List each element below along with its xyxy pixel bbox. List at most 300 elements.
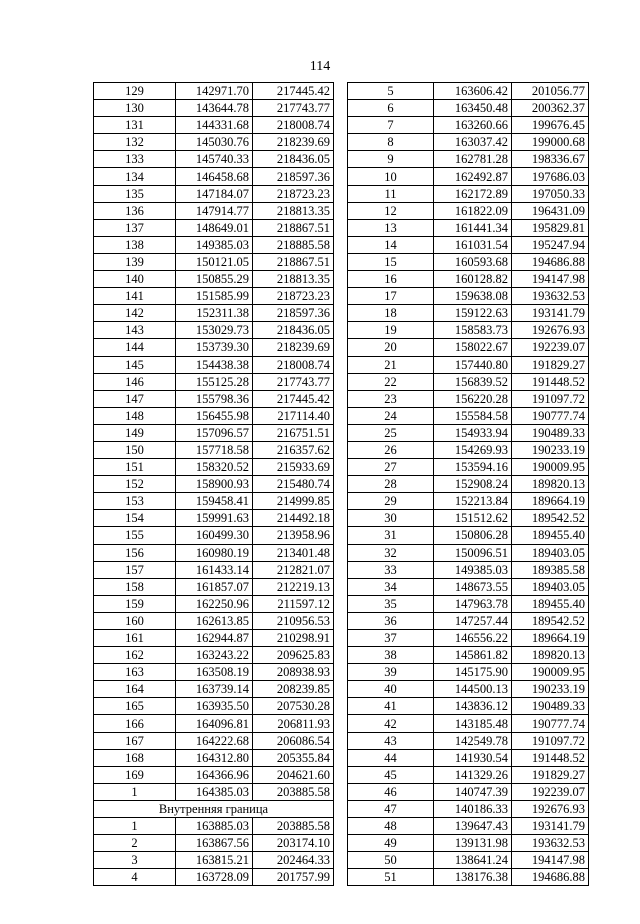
point-number: 154 — [94, 510, 176, 527]
coordinate-x: 154269.93 — [434, 441, 512, 458]
coordinate-y: 190233.19 — [512, 681, 589, 698]
coordinate-y: 192676.93 — [512, 800, 589, 817]
coordinate-row — [348, 527, 589, 544]
point-number: 160 — [94, 612, 176, 629]
coordinate-y: 189455.40 — [512, 527, 589, 544]
coordinate-row — [348, 151, 589, 168]
coordinate-row — [94, 305, 334, 322]
coordinate-y: 189542.52 — [512, 510, 589, 527]
coordinate-x: 141329.26 — [434, 766, 512, 783]
point-number: 137 — [94, 219, 176, 236]
coordinate-x: 150096.51 — [434, 544, 512, 561]
right-coordinates-table — [347, 82, 589, 886]
coordinate-row — [94, 253, 334, 270]
coordinate-y: 194686.88 — [512, 869, 589, 886]
point-number: 152 — [94, 476, 176, 493]
coordinate-x: 150121.05 — [176, 253, 253, 270]
coordinate-x: 143185.48 — [434, 715, 512, 732]
point-number: 140 — [94, 271, 176, 288]
coordinate-x: 160980.19 — [176, 544, 253, 561]
coordinate-row — [348, 715, 589, 732]
point-number: 24 — [348, 407, 434, 424]
coordinate-y: 218885.58 — [253, 236, 334, 253]
point-number: 7 — [348, 117, 434, 134]
coordinate-x: 153739.30 — [176, 339, 253, 356]
coordinate-x: 159122.63 — [434, 305, 512, 322]
point-number: 142 — [94, 305, 176, 322]
coordinate-x: 148649.01 — [176, 219, 253, 236]
coordinate-x: 148673.55 — [434, 578, 512, 595]
coordinate-row — [94, 236, 334, 253]
point-number: 133 — [94, 151, 176, 168]
coordinate-row — [94, 339, 334, 356]
coordinate-row — [348, 630, 589, 647]
point-number: 29 — [348, 493, 434, 510]
point-number: 10 — [348, 168, 434, 185]
point-number: 159 — [94, 595, 176, 612]
coordinate-x: 160593.68 — [434, 253, 512, 270]
point-number: 134 — [94, 168, 176, 185]
point-number: 11 — [348, 185, 434, 202]
coordinate-row — [94, 544, 334, 561]
point-number: 44 — [348, 749, 434, 766]
point-number: 162 — [94, 647, 176, 664]
coordinate-x: 147184.07 — [176, 185, 253, 202]
point-number: 46 — [348, 783, 434, 800]
coordinate-x: 164312.80 — [176, 749, 253, 766]
point-number: 153 — [94, 493, 176, 510]
coordinate-x: 158583.73 — [434, 322, 512, 339]
coordinate-row — [94, 288, 334, 305]
point-number: 27 — [348, 459, 434, 476]
coordinate-x: 140186.33 — [434, 800, 512, 817]
point-number: 25 — [348, 424, 434, 441]
coordinate-row — [94, 271, 334, 288]
coordinate-row — [94, 869, 334, 886]
coordinate-y: 190777.74 — [512, 407, 589, 424]
point-number: 141 — [94, 288, 176, 305]
coordinate-x: 154933.94 — [434, 424, 512, 441]
coordinate-x: 150806.28 — [434, 527, 512, 544]
point-number: 8 — [348, 134, 434, 151]
coordinate-y: 201056.77 — [512, 83, 589, 100]
coordinate-row — [348, 476, 589, 493]
coordinate-x: 146458.68 — [176, 168, 253, 185]
coordinate-row — [348, 134, 589, 151]
coordinate-x: 164096.81 — [176, 715, 253, 732]
coordinate-x: 138641.24 — [434, 852, 512, 869]
coordinate-row — [348, 219, 589, 236]
coordinate-y: 191448.52 — [512, 373, 589, 390]
coordinate-x: 163606.42 — [434, 83, 512, 100]
coordinate-y: 210298.91 — [253, 630, 334, 647]
coordinate-y: 193632.53 — [512, 288, 589, 305]
coordinate-row — [94, 818, 334, 835]
coordinate-row — [348, 783, 589, 800]
coordinate-row — [348, 647, 589, 664]
coordinate-x: 162172.89 — [434, 185, 512, 202]
coordinate-y: 191097.72 — [512, 390, 589, 407]
coordinate-y: 190233.19 — [512, 441, 589, 458]
coordinate-row — [348, 253, 589, 270]
coordinate-y: 213958.96 — [253, 527, 334, 544]
coordinate-y: 214999.85 — [253, 493, 334, 510]
point-number: 147 — [94, 390, 176, 407]
coordinate-row — [348, 818, 589, 835]
coordinate-x: 164222.68 — [176, 732, 253, 749]
point-number: 167 — [94, 732, 176, 749]
point-number: 45 — [348, 766, 434, 783]
coordinate-x: 145740.33 — [176, 151, 253, 168]
coordinate-row — [94, 373, 334, 390]
coordinate-row — [348, 681, 589, 698]
point-number: 31 — [348, 527, 434, 544]
coordinate-row — [94, 732, 334, 749]
coordinate-y: 215480.74 — [253, 476, 334, 493]
coordinate-x: 145861.82 — [434, 647, 512, 664]
coordinate-y: 192676.93 — [512, 322, 589, 339]
coordinate-y: 194147.98 — [512, 852, 589, 869]
coordinate-y: 190009.95 — [512, 664, 589, 681]
coordinate-y: 189664.19 — [512, 630, 589, 647]
coordinate-y: 206811.93 — [253, 715, 334, 732]
point-number: 149 — [94, 424, 176, 441]
coordinate-y: 190009.95 — [512, 459, 589, 476]
coordinate-x: 149385.03 — [176, 236, 253, 253]
coordinate-y: 193141.79 — [512, 818, 589, 835]
point-number: 5 — [348, 83, 434, 100]
coordinate-y: 191448.52 — [512, 749, 589, 766]
point-number: 39 — [348, 664, 434, 681]
coordinate-row — [348, 510, 589, 527]
coordinate-row — [348, 322, 589, 339]
coordinate-y: 199676.45 — [512, 117, 589, 134]
coordinate-x: 153029.73 — [176, 322, 253, 339]
page-number: 114 — [309, 59, 331, 74]
coordinate-row — [94, 664, 334, 681]
coordinate-y: 201757.99 — [253, 869, 334, 886]
coordinate-y: 198336.67 — [512, 151, 589, 168]
coordinate-x: 163037.42 — [434, 134, 512, 151]
point-number: 163 — [94, 664, 176, 681]
coordinate-row — [348, 83, 589, 100]
coordinate-y: 192239.07 — [512, 783, 589, 800]
coordinate-row — [348, 544, 589, 561]
point-number: 48 — [348, 818, 434, 835]
coordinate-row — [348, 185, 589, 202]
coordinate-row — [94, 698, 334, 715]
coordinate-row — [348, 835, 589, 852]
coordinate-y: 217743.77 — [253, 100, 334, 117]
coordinate-x: 164366.96 — [176, 766, 253, 783]
coordinate-x: 161031.54 — [434, 236, 512, 253]
point-number: 144 — [94, 339, 176, 356]
coordinate-y: 218867.51 — [253, 219, 334, 236]
coordinate-row — [94, 100, 334, 117]
coordinate-y: 218239.69 — [253, 134, 334, 151]
coordinate-y: 217114.40 — [253, 407, 334, 424]
coordinate-row — [348, 236, 589, 253]
coordinate-y: 218239.69 — [253, 339, 334, 356]
coordinate-x: 139131.98 — [434, 835, 512, 852]
coordinate-y: 190489.33 — [512, 698, 589, 715]
point-number: 34 — [348, 578, 434, 595]
coordinate-row — [94, 117, 334, 134]
coordinate-x: 143836.12 — [434, 698, 512, 715]
coordinate-row — [348, 595, 589, 612]
point-number: 129 — [94, 83, 176, 100]
coordinate-y: 218436.05 — [253, 322, 334, 339]
coordinate-row — [94, 749, 334, 766]
coordinate-x: 158022.67 — [434, 339, 512, 356]
point-number: 146 — [94, 373, 176, 390]
coordinate-y: 208239.85 — [253, 681, 334, 698]
coordinate-y: 218597.36 — [253, 168, 334, 185]
coordinate-x: 156220.28 — [434, 390, 512, 407]
coordinate-x: 159991.63 — [176, 510, 253, 527]
coordinate-y: 218008.74 — [253, 117, 334, 134]
coordinate-row — [94, 766, 334, 783]
coordinate-y: 213401.48 — [253, 544, 334, 561]
coordinate-y: 196431.09 — [512, 202, 589, 219]
coordinate-row — [348, 100, 589, 117]
point-number: 43 — [348, 732, 434, 749]
coordinate-y: 194686.88 — [512, 253, 589, 270]
coordinate-y: 195247.94 — [512, 236, 589, 253]
coordinate-x: 163935.50 — [176, 698, 253, 715]
coordinate-x: 142971.70 — [176, 83, 253, 100]
coordinate-row — [348, 459, 589, 476]
coordinate-y: 211597.12 — [253, 595, 334, 612]
coordinate-x: 144500.13 — [434, 681, 512, 698]
point-number: 143 — [94, 322, 176, 339]
coordinate-row — [348, 339, 589, 356]
coordinate-row — [94, 647, 334, 664]
coordinate-row — [94, 852, 334, 869]
coordinate-y: 189542.52 — [512, 612, 589, 629]
coordinate-x: 147914.77 — [176, 202, 253, 219]
coordinate-row — [94, 561, 334, 578]
coordinate-y: 218867.51 — [253, 253, 334, 270]
coordinate-row — [94, 424, 334, 441]
coordinate-row — [348, 356, 589, 373]
coordinate-x: 161857.07 — [176, 578, 253, 595]
coordinate-x: 161441.34 — [434, 219, 512, 236]
point-number: 9 — [348, 151, 434, 168]
point-number: 23 — [348, 390, 434, 407]
coordinate-y: 203885.58 — [253, 818, 334, 835]
coordinate-row — [348, 869, 589, 886]
coordinate-row — [348, 852, 589, 869]
point-number: 168 — [94, 749, 176, 766]
coordinate-x: 147257.44 — [434, 612, 512, 629]
coordinate-x: 163243.22 — [176, 647, 253, 664]
coordinate-row — [348, 800, 589, 817]
coordinate-row — [348, 424, 589, 441]
point-number: 40 — [348, 681, 434, 698]
coordinate-x: 140747.39 — [434, 783, 512, 800]
coordinate-x: 157096.57 — [176, 424, 253, 441]
coordinate-y: 214492.18 — [253, 510, 334, 527]
coordinate-x: 163260.66 — [434, 117, 512, 134]
coordinate-row — [348, 288, 589, 305]
coordinate-y: 217445.42 — [253, 390, 334, 407]
point-number: 132 — [94, 134, 176, 151]
point-number: 135 — [94, 185, 176, 202]
coordinate-y: 205355.84 — [253, 749, 334, 766]
point-number: 1 — [94, 818, 176, 835]
coordinate-y: 189455.40 — [512, 595, 589, 612]
coordinate-x: 163739.14 — [176, 681, 253, 698]
point-number: 148 — [94, 407, 176, 424]
coordinate-x: 150855.29 — [176, 271, 253, 288]
coordinate-row — [94, 493, 334, 510]
coordinate-row — [348, 732, 589, 749]
coordinate-y: 216357.62 — [253, 441, 334, 458]
point-number: 15 — [348, 253, 434, 270]
point-number: 37 — [348, 630, 434, 647]
coordinate-y: 208938.93 — [253, 664, 334, 681]
coordinate-x: 143644.78 — [176, 100, 253, 117]
coordinate-x: 145175.90 — [434, 664, 512, 681]
point-number: 150 — [94, 441, 176, 458]
point-number: 20 — [348, 339, 434, 356]
coordinate-x: 155125.28 — [176, 373, 253, 390]
coordinate-x: 156839.52 — [434, 373, 512, 390]
coordinate-x: 163867.56 — [176, 835, 253, 852]
coordinate-row — [348, 612, 589, 629]
coordinate-x: 158900.93 — [176, 476, 253, 493]
coordinate-y: 218723.23 — [253, 288, 334, 305]
point-number: 1 — [94, 783, 176, 800]
coordinate-row — [348, 390, 589, 407]
coordinate-x: 162250.96 — [176, 595, 253, 612]
coordinate-y: 190489.33 — [512, 424, 589, 441]
coordinate-y: 197050.33 — [512, 185, 589, 202]
section-title: Внутренняя граница — [94, 800, 334, 817]
coordinate-y: 191829.27 — [512, 766, 589, 783]
coordinate-y: 203174.10 — [253, 835, 334, 852]
point-number: 30 — [348, 510, 434, 527]
point-number: 26 — [348, 441, 434, 458]
coordinate-y: 190777.74 — [512, 715, 589, 732]
coordinate-row — [94, 441, 334, 458]
coordinate-row — [94, 459, 334, 476]
coordinate-y: 210956.53 — [253, 612, 334, 629]
coordinate-y: 218813.35 — [253, 202, 334, 219]
coordinate-row — [348, 664, 589, 681]
point-number: 16 — [348, 271, 434, 288]
point-number: 50 — [348, 852, 434, 869]
point-number: 166 — [94, 715, 176, 732]
coordinate-x: 159638.08 — [434, 288, 512, 305]
point-number: 42 — [348, 715, 434, 732]
coordinate-row — [94, 783, 334, 800]
coordinate-x: 163885.03 — [176, 818, 253, 835]
coordinate-y: 192239.07 — [512, 339, 589, 356]
coordinate-x: 157718.58 — [176, 441, 253, 458]
coordinate-row — [94, 322, 334, 339]
coordinate-row — [348, 117, 589, 134]
coordinate-row — [94, 168, 334, 185]
coordinate-row — [348, 168, 589, 185]
coordinate-x: 139647.43 — [434, 818, 512, 835]
coordinate-x: 162613.85 — [176, 612, 253, 629]
coordinate-y: 212821.07 — [253, 561, 334, 578]
coordinate-x: 138176.38 — [434, 869, 512, 886]
coordinate-y: 191829.27 — [512, 356, 589, 373]
coordinate-row — [348, 202, 589, 219]
point-number: 151 — [94, 459, 176, 476]
coordinate-x: 154438.38 — [176, 356, 253, 373]
coordinate-x: 161822.09 — [434, 202, 512, 219]
coordinate-y: 194147.98 — [512, 271, 589, 288]
coordinate-row — [94, 595, 334, 612]
coordinate-row — [94, 407, 334, 424]
coordinate-x: 155798.36 — [176, 390, 253, 407]
coordinate-y: 216751.51 — [253, 424, 334, 441]
point-number: 32 — [348, 544, 434, 561]
coordinate-y: 218723.23 — [253, 185, 334, 202]
coordinate-x: 162781.28 — [434, 151, 512, 168]
coordinate-x: 144331.68 — [176, 117, 253, 134]
point-number: 18 — [348, 305, 434, 322]
coordinate-row — [94, 681, 334, 698]
coordinate-x: 151585.99 — [176, 288, 253, 305]
coordinate-row — [94, 630, 334, 647]
point-number: 161 — [94, 630, 176, 647]
coordinate-y: 189385.58 — [512, 561, 589, 578]
coordinate-x: 149385.03 — [434, 561, 512, 578]
coordinate-row — [94, 578, 334, 595]
point-number: 13 — [348, 219, 434, 236]
coordinate-x: 156455.98 — [176, 407, 253, 424]
point-number: 158 — [94, 578, 176, 595]
coordinate-row — [348, 373, 589, 390]
coordinate-row — [348, 493, 589, 510]
coordinate-row — [94, 510, 334, 527]
coordinate-row — [94, 185, 334, 202]
coordinate-y: 200362.37 — [512, 100, 589, 117]
left-coordinates-table — [93, 82, 334, 886]
coordinate-y: 209625.83 — [253, 647, 334, 664]
point-number: 156 — [94, 544, 176, 561]
coordinate-x: 152311.38 — [176, 305, 253, 322]
coordinate-row — [348, 561, 589, 578]
coordinate-y: 193141.79 — [512, 305, 589, 322]
section-header-row — [94, 800, 334, 817]
point-number: 12 — [348, 202, 434, 219]
coordinate-x: 145030.76 — [176, 134, 253, 151]
point-number: 28 — [348, 476, 434, 493]
coordinate-x: 155584.58 — [434, 407, 512, 424]
coordinate-y: 202464.33 — [253, 852, 334, 869]
point-number: 145 — [94, 356, 176, 373]
coordinate-row — [94, 134, 334, 151]
point-number: 51 — [348, 869, 434, 886]
point-number: 130 — [94, 100, 176, 117]
coordinate-y: 218436.05 — [253, 151, 334, 168]
point-number: 169 — [94, 766, 176, 783]
point-number: 138 — [94, 236, 176, 253]
coordinate-y: 215933.69 — [253, 459, 334, 476]
coordinate-row — [94, 715, 334, 732]
coordinate-y: 193632.53 — [512, 835, 589, 852]
coordinate-y: 206086.54 — [253, 732, 334, 749]
point-number: 139 — [94, 253, 176, 270]
point-number: 164 — [94, 681, 176, 698]
coordinate-row — [348, 305, 589, 322]
